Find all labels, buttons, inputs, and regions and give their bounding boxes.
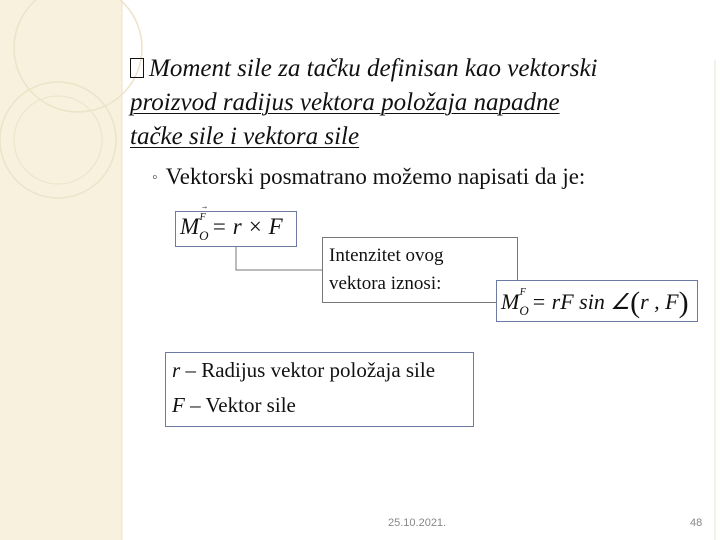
eq1-rhs: = r × F: [211, 214, 283, 239]
moment-magnitude-equation: [496, 280, 698, 322]
eq2-close-paren: ): [678, 286, 689, 319]
eq2-lhs-sup: F: [519, 287, 526, 298]
sub-bullet-marker: ◦: [152, 169, 158, 186]
eq2-rhs-args: r , F: [640, 289, 679, 314]
main-bullet-part1: Moment sile za tačku definisan kao vektorski: [149, 55, 598, 82]
footer-page-number: 48: [690, 517, 703, 529]
eq2-open-paren: (: [630, 286, 641, 319]
definition-f: [172, 393, 296, 418]
main-bullet-part2: proizvod radijus vektora položaja napadne: [130, 89, 560, 116]
def-f-text: – Vektor sile: [184, 393, 296, 417]
intensity-line2: vektora iznosi:: [329, 273, 442, 294]
main-bullet-part3: tačke sile i vektora sile: [130, 123, 360, 150]
eq1-lhs-sub: O: [199, 228, 209, 243]
definition-r: [172, 358, 435, 383]
sub-bullet-text: Vektorski posmatrano možemo napisati da je:: [165, 164, 586, 189]
def-r-symbol: r: [172, 358, 181, 382]
eq2-lhs-sub: O: [519, 303, 529, 318]
eq1-lhs-sup: F: [199, 212, 206, 223]
def-f-symbol: F: [172, 393, 185, 417]
definitions-box: [165, 352, 474, 427]
eq2-rhs-main: = rF sin ∠: [531, 289, 631, 314]
intensity-callout: [322, 237, 518, 303]
footer-date: 25.10.2021.: [388, 517, 447, 529]
eq1-lhs: M: [180, 214, 200, 239]
eq2-lhs: M: [501, 289, 520, 314]
def-r-text: – Radijus vektor položaja sile: [180, 358, 436, 382]
intensity-line1: Intenzitet ovog: [329, 245, 444, 266]
